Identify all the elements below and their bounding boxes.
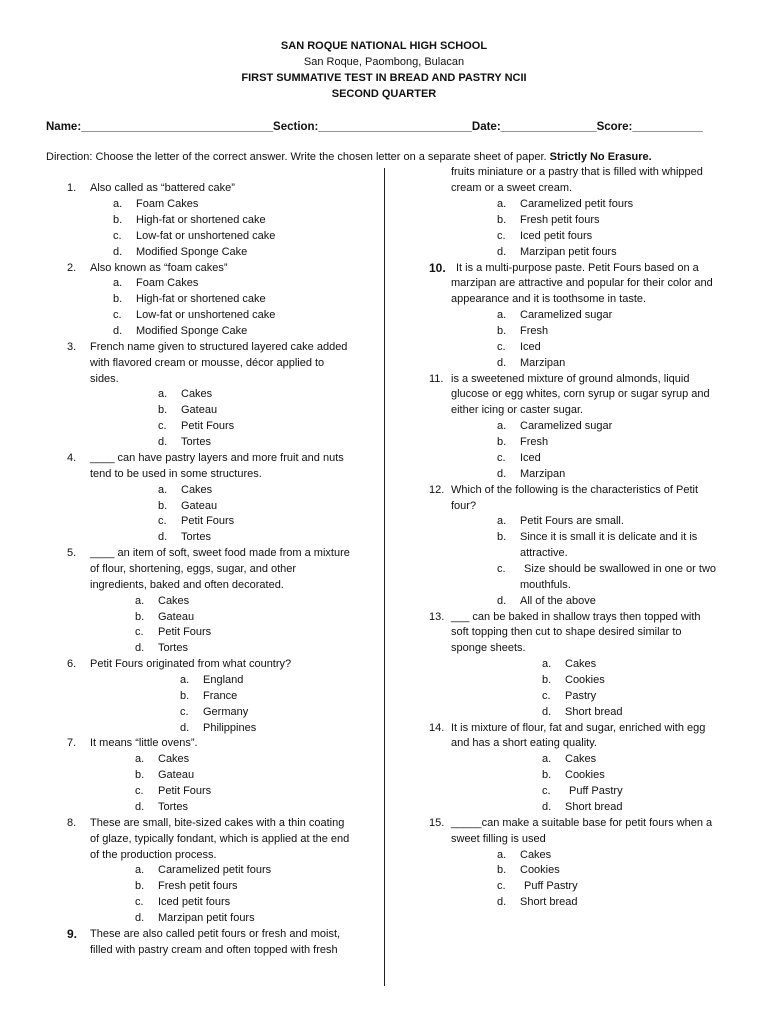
q9-option-d: Marzipan petit fours: [520, 246, 617, 258]
q4-number: 4.: [67, 452, 77, 464]
q8-letter-a: a.: [135, 864, 145, 876]
q2-letter-b: b.: [113, 293, 123, 305]
q8-text-1: These are small, bite-sized cakes with a thin coating: [90, 817, 345, 829]
q15-option-a: Cakes: [520, 849, 552, 861]
q3-text-2: with flavored cream or mousse, décor applied to: [90, 357, 325, 369]
q7-option-c: Petit Fours: [158, 785, 212, 797]
q10-number: 10.: [429, 261, 446, 275]
school-name: SAN ROQUE NATIONAL HIGH SCHOOL: [280, 40, 488, 52]
q13-text-2: soft topping then cut to shape desired similar to: [451, 626, 682, 638]
q11-option-b: Fresh: [520, 436, 549, 448]
q5-option-d: Tortes: [158, 642, 188, 654]
q14-number: 14.: [429, 722, 445, 734]
q3-option-b: Gateau: [181, 404, 218, 416]
q15-letter-d: d.: [497, 896, 507, 908]
q7-letter-c: c.: [135, 785, 144, 797]
q1-letter-a: a.: [113, 198, 123, 210]
q10-letter-a: a.: [497, 309, 507, 321]
q4-text-2: tend to be used in some structures.: [90, 468, 262, 480]
q14-letter-c: c.: [542, 785, 551, 797]
q12-letter-a: a.: [497, 515, 507, 527]
q6-option-d: Philippines: [203, 722, 257, 734]
q15-option-b: Cookies: [520, 864, 560, 876]
student-info-line: Name:______________________________Section:________________________Date:_______________Score:___________: [46, 121, 703, 133]
q12-option-a: Petit Fours are small.: [520, 515, 624, 527]
q2-number: 2.: [67, 262, 77, 274]
q10-text-2: marzipan are attractive and popular for their color and: [451, 277, 713, 289]
q11-text-1: is a sweetened mixture of ground almonds, liquid: [451, 373, 690, 385]
q3-text-1: French name given to structured layered cake added: [90, 341, 348, 353]
q12-text-1: Which of the following is the characteristics of Petit: [451, 484, 698, 496]
q11-letter-c: c.: [497, 452, 506, 464]
q13-option-b: Cookies: [565, 674, 605, 686]
q5-option-c: Petit Fours: [158, 626, 212, 638]
q6-letter-b: b.: [180, 690, 190, 702]
q9-option-a: Caramelized petit fours: [520, 198, 634, 210]
test-title: FIRST SUMMATIVE TEST IN BREAD AND PASTRY NCII: [241, 72, 527, 84]
q2-letter-d: d.: [113, 325, 123, 337]
q4-option-a: Cakes: [181, 484, 213, 496]
q3-number: 3.: [67, 341, 77, 353]
q3-letter-c: c.: [158, 420, 167, 432]
q14-text-1: It is mixture of flour, fat and sugar, enriched with egg: [451, 722, 706, 734]
q5-letter-a: a.: [135, 595, 145, 607]
q5-option-b: Gateau: [158, 611, 195, 623]
q15-number: 15.: [429, 817, 445, 829]
q8-option-a: Caramelized petit fours: [158, 864, 272, 876]
q2-letter-a: a.: [113, 277, 123, 289]
q11-option-c: Iced: [520, 452, 541, 464]
q14-text-2: and has a short eating quality.: [451, 737, 597, 749]
q13-letter-b: b.: [542, 674, 552, 686]
q3-letter-b: b.: [158, 404, 168, 416]
q6-letter-c: c.: [180, 706, 189, 718]
q7-letter-b: b.: [135, 769, 145, 781]
q7-text: It means “little ovens”.: [90, 737, 198, 749]
q6-letter-a: a.: [180, 674, 190, 686]
q8-letter-c: c.: [135, 896, 144, 908]
q7-option-b: Gateau: [158, 769, 195, 781]
q8-option-d: Marzipan petit fours: [158, 912, 255, 924]
q13-letter-a: a.: [542, 658, 552, 670]
q9-text-2: filled with pastry cream and often topped with fresh: [90, 944, 338, 956]
q4-letter-d: d.: [158, 531, 168, 543]
q9-letter-a: a.: [497, 198, 507, 210]
q8-number: 8.: [67, 817, 77, 829]
q1-number: 1.: [67, 182, 77, 194]
q1-text: Also called as “battered cake”: [90, 182, 235, 194]
q2-option-d: Modified Sponge Cake: [136, 325, 248, 337]
q3-text-3: sides.: [90, 373, 119, 385]
q7-option-d: Tortes: [158, 801, 188, 813]
q12-option-b-1: Since it is small it is delicate and it is: [520, 531, 698, 543]
q13-letter-c: c.: [542, 690, 551, 702]
q11-letter-b: b.: [497, 436, 507, 448]
q1-letter-c: c.: [113, 230, 122, 242]
q12-letter-c: c.: [497, 563, 506, 575]
q12-text-2: four?: [451, 500, 477, 512]
q4-letter-b: b.: [158, 500, 168, 512]
q5-number: 5.: [67, 547, 77, 559]
q9-letter-b: b.: [497, 214, 507, 226]
q6-option-a: England: [203, 674, 244, 686]
q6-number: 6.: [67, 658, 77, 670]
q1-letter-b: b.: [113, 214, 123, 226]
q4-option-d: Tortes: [181, 531, 211, 543]
q6-letter-d: d.: [180, 722, 190, 734]
q3-letter-d: d.: [158, 436, 168, 448]
q15-text-1: _____can make a suitable base for petit fours when a: [451, 817, 713, 829]
q9-text-1: These are also called petit fours or fresh and moist,: [90, 928, 341, 940]
q8-text-2: of glaze, typically fondant, which is applied at the end: [90, 833, 350, 845]
q8-option-b: Fresh petit fours: [158, 880, 238, 892]
q15-text-2: sweet filling is used: [451, 833, 546, 845]
q10-text-1: It is a multi-purpose paste. Petit Fours based on a: [456, 262, 699, 274]
q4-text-1: ____ can have pastry layers and more fruit and nuts: [90, 452, 344, 464]
q15-letter-a: a.: [497, 849, 507, 861]
q15-option-d: Short bread: [520, 896, 578, 908]
q13-option-d: Short bread: [565, 706, 623, 718]
q12-option-d: All of the above: [520, 595, 596, 607]
q9-letter-c: c.: [497, 230, 506, 242]
q14-option-c: Puff Pastry: [569, 785, 623, 797]
q7-letter-d: d.: [135, 801, 145, 813]
q12-letter-d: d.: [497, 595, 507, 607]
direction-text: Direction: Choose the letter of the correct answer. Write the chosen letter on a separate sheet of paper.: [46, 151, 547, 163]
q5-text-2: of flour, shortening, eggs, sugar, and other: [90, 563, 297, 575]
q10-letter-d: d.: [497, 357, 507, 369]
q11-letter-a: a.: [497, 420, 507, 432]
q12-option-c-1: Size should be swallowed in one or two: [524, 563, 717, 575]
q1-option-b: High-fat or shortened cake: [136, 214, 266, 226]
q12-number: 12.: [429, 484, 445, 496]
q10-option-d: Marzipan: [520, 357, 566, 369]
q1-letter-d: d.: [113, 246, 123, 258]
q10-letter-c: c.: [497, 341, 506, 353]
q15-letter-b: b.: [497, 864, 507, 876]
q5-letter-d: d.: [135, 642, 145, 654]
q5-letter-c: c.: [135, 626, 144, 638]
q10-letter-b: b.: [497, 325, 507, 337]
q4-letter-c: c.: [158, 515, 167, 527]
q9-option-b: Fresh petit fours: [520, 214, 600, 226]
q11-option-a: Caramelized sugar: [520, 420, 613, 432]
q11-text-2: glucose or egg whites, corn syrup or sugar syrup and: [451, 388, 710, 400]
q13-number: 13.: [429, 611, 445, 623]
q10-option-a: Caramelized sugar: [520, 309, 613, 321]
q14-letter-a: a.: [542, 753, 552, 765]
q3-option-d: Tortes: [181, 436, 211, 448]
q1-option-d: Modified Sponge Cake: [136, 246, 248, 258]
q5-text-3: ingredients, baked and often decorated.: [90, 579, 284, 591]
q2-option-c: Low-fat or unshortened cake: [136, 309, 276, 321]
q10-option-b: Fresh: [520, 325, 549, 337]
q14-option-d: Short bread: [565, 801, 623, 813]
q13-text-1: ___ can be baked in shallow trays then topped with: [451, 611, 701, 623]
q2-option-a: Foam Cakes: [136, 277, 199, 289]
q8-text-3: of the production process.: [90, 849, 217, 861]
q11-option-d: Marzipan: [520, 468, 566, 480]
q7-letter-a: a.: [135, 753, 145, 765]
q15-letter-c: c.: [497, 880, 506, 892]
q2-letter-c: c.: [113, 309, 122, 321]
q13-letter-d: d.: [542, 706, 552, 718]
q11-text-3: either icing or caster sugar.: [451, 404, 584, 416]
q6-option-b: France: [203, 690, 238, 702]
q9-text-4: cream or a sweet cream.: [451, 182, 573, 194]
q14-option-b: Cookies: [565, 769, 605, 781]
q4-option-c: Petit Fours: [181, 515, 235, 527]
q2-option-b: High-fat or shortened cake: [136, 293, 266, 305]
q2-text: Also known as “foam cakes”: [90, 262, 228, 274]
q10-option-c: Iced: [520, 341, 541, 353]
q4-option-b: Gateau: [181, 500, 218, 512]
q7-number: 7.: [67, 737, 77, 749]
q12-option-c-2: mouthfuls.: [520, 579, 571, 591]
q14-option-a: Cakes: [565, 753, 597, 765]
direction-emphasis: Strictly No Erasure.: [549, 151, 652, 163]
column-divider: [384, 168, 385, 986]
q13-option-c: Pastry: [565, 690, 597, 702]
q9-text-3: fruits miniature or a pastry that is filled with whipped: [451, 166, 703, 178]
q11-letter-d: d.: [497, 468, 507, 480]
q11-number: 11.: [429, 373, 444, 385]
q8-letter-b: b.: [135, 880, 145, 892]
q6-text: Petit Fours originated from what country?: [90, 658, 292, 670]
q1-option-c: Low-fat or unshortened cake: [136, 230, 276, 242]
q15-option-c: Puff Pastry: [524, 880, 578, 892]
q3-option-c: Petit Fours: [181, 420, 235, 432]
q14-letter-d: d.: [542, 801, 552, 813]
q9-number: 9.: [67, 927, 78, 941]
q5-letter-b: b.: [135, 611, 145, 623]
q4-letter-a: a.: [158, 484, 168, 496]
q7-option-a: Cakes: [158, 753, 190, 765]
q10-text-3: appearance and it is toothsome in taste.: [451, 293, 647, 305]
q13-option-a: Cakes: [565, 658, 597, 670]
q13-text-3: sponge sheets.: [451, 642, 526, 654]
q3-option-a: Cakes: [181, 388, 213, 400]
q9-option-c: Iced petit fours: [520, 230, 593, 242]
q8-option-c: Iced petit fours: [158, 896, 231, 908]
q12-option-b-2: attractive.: [520, 547, 568, 559]
q6-option-c: Germany: [203, 706, 249, 718]
q1-option-a: Foam Cakes: [136, 198, 199, 210]
q9-letter-d: d.: [497, 246, 507, 258]
q8-letter-d: d.: [135, 912, 145, 924]
school-address: San Roque, Paombong, Bulacan: [303, 56, 465, 68]
direction: [46, 149, 652, 165]
quarter-title: SECOND QUARTER: [331, 88, 437, 100]
q5-text-1: ____ an item of soft, sweet food made from a mixture: [90, 547, 350, 559]
q5-option-a: Cakes: [158, 595, 190, 607]
q14-letter-b: b.: [542, 769, 552, 781]
q3-letter-a: a.: [158, 388, 168, 400]
q12-letter-b: b.: [497, 531, 507, 543]
